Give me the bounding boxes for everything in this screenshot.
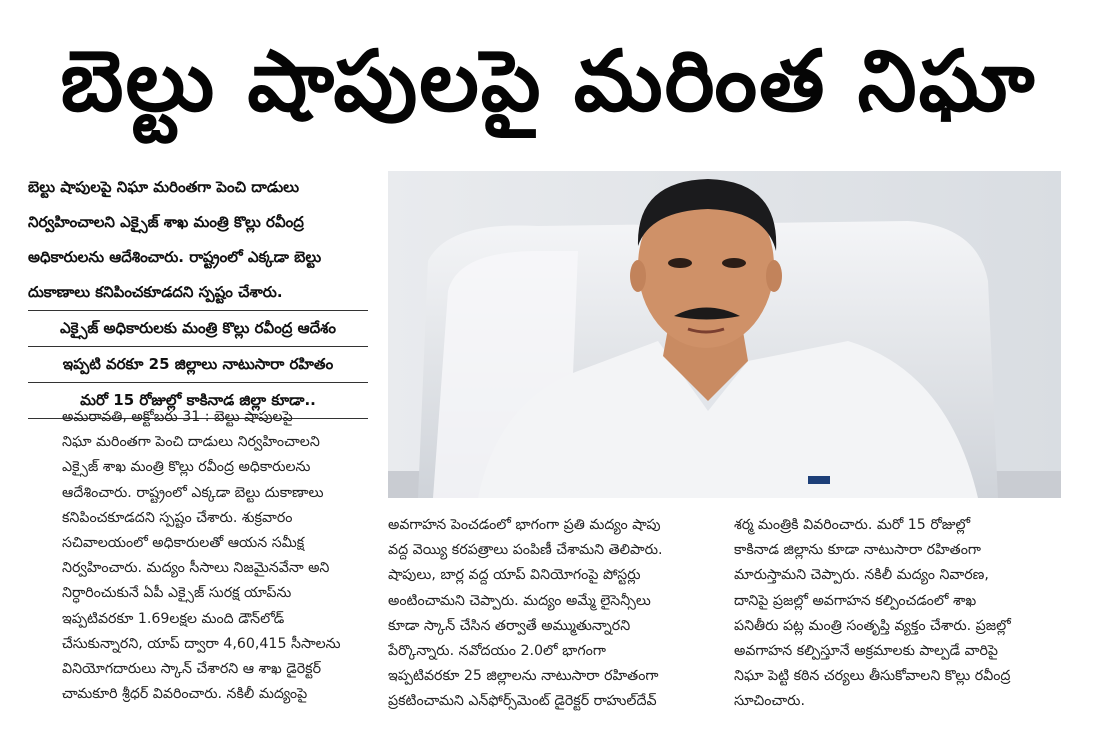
minister-photo: [388, 171, 1061, 498]
article-line: చేసుకున్నారని, యాప్ ద్వారా 4,60,415 సీసాలను: [62, 635, 341, 652]
article-line: అవగాహన కల్పిస్తూనే అక్రమాలకు పాల్పడే వారిపై: [734, 642, 998, 659]
summary-box: [28, 170, 368, 419]
highlight-line: ఎక్సైజ్ అధికారులకు మంత్రి కొల్లు రవీంద్ర ఆదేశం: [59, 319, 337, 337]
article-line: కనిపించకూడదని స్పష్టం చేశారు. శుక్రవారం: [62, 509, 293, 526]
article-line: కాకినాడ జిల్లాను కూడా నాటుసారా రహితంగా: [734, 542, 981, 559]
article-line: పనితీరు పట్ల మంత్రి సంతృప్తి వ్యక్తం చేశారు. ప్రజల్లో: [734, 617, 1011, 634]
article-column-3: [734, 513, 1064, 715]
article-line: సచివాలయంలో అధికారులతో ఆయన సమీక్ష: [62, 534, 305, 551]
article-line: అవగాహన పెంచడంలో భాగంగా ప్రతి మద్యం షాపు: [388, 517, 661, 533]
highlight-line: ఇప్పటి వరకూ 25 జిల్లాలు నాటుసారా రహితం: [62, 355, 334, 373]
article-line: మారుస్తామని చెప్పారు. నకిలీ మద్యం నివారణ,: [734, 567, 989, 584]
article-line: నిఘా పెట్టి కఠిన చర్యలు తీసుకోవాలని కొల్లు రవీంద్ర: [734, 668, 1011, 685]
summary-line: నిర్వహించాలని ఎక్సైజ్ శాఖ మంత్రి కొల్లు రవీంద్ర: [28, 213, 304, 231]
article-line: ఆదేశించారు. రాష్ట్రంలో ఎక్కడా బెల్టు దుకాణాలు: [62, 484, 324, 501]
article-line: ఇప్పటివరకూ 1.69లక్షల మంది డౌన్‌లోడ్: [62, 610, 285, 627]
article-line: షాపులు, బార్ల వద్ద యాప్ వినియోగంపై పోస్టర్లు: [388, 567, 641, 584]
article-line: ఎక్సైజ్ శాఖ మంత్రి కొల్లు రవీంద్ర అధికారులను: [62, 459, 311, 476]
article-line: వినియోగదారులు స్కాన్ చేశారని ఆ శాఖ డైరెక్టర్: [62, 660, 321, 677]
article-line: సూచించారు.: [734, 693, 805, 710]
article-line: నిర్ధారించుకునే ఏపీ ఎక్సైజ్ సురక్ష యాప్‌ను: [62, 585, 292, 602]
article-line: కూడా స్కాన్ చేసిన తర్వాతే అమ్ముతున్నారని: [388, 617, 631, 634]
article-line: వద్ద వెయ్యి కరపత్రాలు పంపిణీ చేశామని తెలిపారు.: [388, 542, 663, 559]
highlight-line: మరో 15 రోజుల్లో కాకినాడ జిల్లా కూడా..: [80, 391, 316, 409]
article-line: అమరావతి, అక్టోబరు 31 : బెల్టు షాపులపై: [62, 409, 293, 425]
article-line: ప్రకటించామని ఎన్‌ఫోర్స్‌మెంట్ డైరెక్టర్ రాహుల్‌దేవ్: [388, 693, 657, 710]
article-line: శర్మ మంత్రికి వివరించారు. మరో 15 రోజుల్లో: [734, 517, 971, 533]
article-column-1: [62, 405, 362, 707]
headline: బెల్టు షాపులపై మరింత నిఘా: [60, 32, 1037, 130]
article-line: నిర్వహించారు. మద్యం సీసాలు నిజమైనవేనా అని: [62, 560, 330, 577]
article-line: అంటించామని చెప్పారు. మద్యం అమ్మే లైసెన్సీలు: [388, 592, 651, 609]
article-line: నిఘా మరింతగా పెంచి దాడులు నిర్వహించాలని: [62, 434, 320, 451]
summary-line: దుకాణాలు కనిపించకూడదని స్పష్టం చేశారు.: [28, 283, 283, 301]
article-line: చామకూరి శ్రీధర్ వివరించారు. నకిలీ మద్యంపై: [62, 686, 308, 703]
article-line: ఇప్పటివరకూ 25 జిల్లాలను నాటుసారా రహితంగా: [388, 668, 659, 685]
article-line: దానిపై ప్రజల్లో అవగాహన కల్పించడంలో శాఖ: [734, 592, 977, 609]
article-line: పేర్కొన్నారు. నవోదయం 2.0లో భాగంగా: [388, 642, 606, 659]
summary-line: అధికారులను ఆదేశించారు. రాష్ట్రంలో ఎక్కడా బెల్టు: [28, 248, 322, 266]
summary-line: బెల్టు షాపులపై నిఘా మరింతగా పెంచి దాడులు: [28, 178, 300, 196]
article-column-2: [388, 513, 700, 715]
